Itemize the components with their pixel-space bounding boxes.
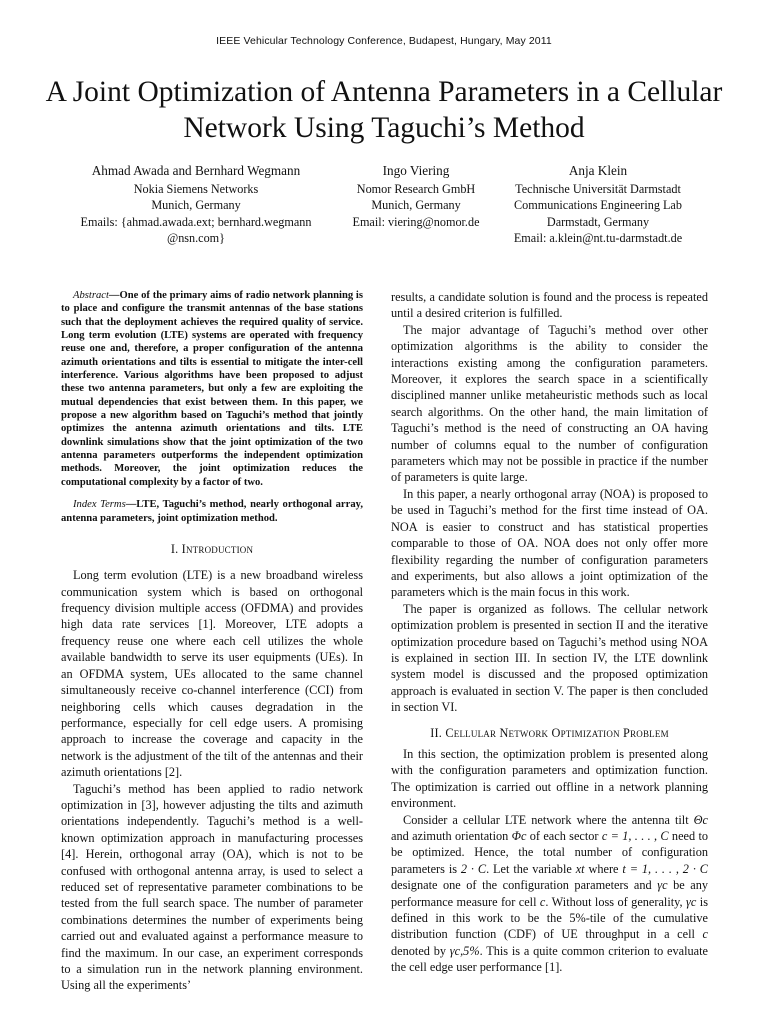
text-run: . This is a quite common criterion to evaluate the cell edge user performance [1]. [391,943,708,975]
right-column [391,289,708,976]
author-email: Email: a.klein@nt.tu-darmstadt.de [513,231,683,246]
paragraph-with-math [391,812,708,976]
paragraph: The paper is organized as follows. The cellular network optimization problem is presented in section II and the iterative optimization procedure based on Taguchi’s method using NOA is explained in section III. In section IV, the LTE downlink system model is discussed and the proposed optimization approach is evaluated in section V. The paper is then concluded in section VI. [391,601,708,715]
author-affiliation: Nokia Siemens Networks [133,181,259,196]
math-gamma-5: γc,5% [449,943,480,958]
text-run: need to be optimized. Hence, the total number of configuration parameters is [391,829,709,876]
paragraph: Long term evolution (LTE) is a new broadband wireless communication system which is based on orthogonal frequency division multiple access (OFDMA) and provides high data rate services [1]. Moreover, LTE adopts a frequency reuse one where each cell utilizes the whole available bandwidth to serve its user equipments (UEs). In an OFDMA system, UEs allocated to the same channel simultaneously receive co-channel interference (CCI) from neighboring cells which causes degradation in the performance, especially for cell edge users. A promising approach to increase the coverage and capacity in the network is the adjustment of the tilt of the antennas and their azimuth orientations [2]. [61,568,363,780]
math-index-range: t = 1, . . . , 2 · C [622,861,708,876]
math-gamma: γc [686,894,697,909]
author-email-domain: @nsn.com} [166,231,226,246]
author-2 [332,163,500,230]
paper-title: A Joint Optimization of Antenna Parameters in a Cellular Network Using Taguchi’s Method [45,76,723,144]
math-param-count: 2 · C [460,861,487,876]
section-title: Cellular Network Optimization Problem [445,725,669,740]
index-terms [61,498,363,525]
math-percent: 5% [569,911,586,926]
author-1 [60,163,332,247]
math-sector-range: c = 1, . . . , C [601,829,669,843]
section-number: I. [170,541,179,556]
paragraph-continuation: results, a candidate solution is found and the process is repeated until a desired criterion is fulfilled. [391,290,708,321]
paragraph: In this section, the optimization problem is presented along with the configuration parameters and optimization function. The optimization is carried out offline in a network planning environment. [391,746,708,811]
author-name: Anja Klein [568,163,628,178]
index-terms-text: —LTE, Taguchi’s method, nearly orthogonal array, antenna parameters, joint optimization method. [61,499,363,524]
author-3 [496,163,700,247]
math-cell: c [539,894,546,909]
section-heading-problem [391,725,708,741]
text-run: designate one of the configuration parameters and [391,878,658,893]
conference-header: IEEE Vehicular Technology Conference, Budapest, Hungary, May 2011 [216,35,552,47]
paragraph: In this paper, a nearly orthogonal array (NOA) is proposed to be used in Taguchi’s method for the first time instead of OA. NOA is easier to construct and has statistical properties comparable to those of OA. NOA does not only offer more flexibility regarding the number of configuration parameters and experiments, but also allows a joint optimization of the parameters which is the main focus in this work. [391,486,708,600]
author-email: Email: viering@nomor.de [352,214,480,229]
author-location: Munich, Germany [151,198,241,213]
text-run: and azimuth orientation [391,829,512,843]
abstract [61,289,363,489]
author-affiliation-lab: Communications Engineering Lab [514,198,682,213]
section-heading-introduction [61,541,363,557]
text-run: . Let the variable [486,861,576,876]
math-azimuth: Φc [511,829,527,843]
author-name: Ahmad Awada and Bernhard Wegmann [91,163,301,178]
math-gamma: γc [657,878,668,893]
text-run: of each sector [526,829,602,843]
text-run: -tile of the cumulative distribution function (CDF) of UE throughput in a cell [391,911,708,942]
math-variable: xt [575,861,585,876]
author-location: Munich, Germany [371,198,461,213]
abstract-text: —One of the primary aims of radio network planning is to place and configure the transmit antennas of the base stations such that the deployment achieves the required quality of service. Long term evolution (LTE) systems are operated with frequency reuse one and, therefore, a proper configuration of the antenna azimuth orientations and tilts is essential to mitigate the inter-cell interference. Various algorithms have been proposed to adjust these two antenna parameters, but only a few are exploiting the mutual dependencies that exist between them. In this paper, we propose a new algorithm based on Taguchi’s method that jointly optimizes the antenna azimuth orientations and tilts. LTE downlink simulations show that the joint optimization of the two antenna parameters outperforms the independent optimization methods. Moreover, the joint optimization reduces the computational complexity by a factor of two. [61,290,363,488]
author-affiliation: Technische Universität Darmstadt [515,181,681,196]
paragraph: Taguchi’s method has been applied to radio network optimization in [3], however adjusting the tilts and azimuth orientations independently. Taguchi’s method is a well-known optimization approach in manufacturing processes [4]. Herein, orthogonal array (OA), which is not to be confused with orthogonal antenna array, is used to select a reduced set of representative parameter combinations to be tested from the full search space. The number of parameter combinations determines the number of experiments being carried out and evaluated against a performance measure to find the maximum. In our case, an experiment corresponds to a simulation run in the network planning environment. Using all the experiments’ [61,781,363,993]
author-affiliation: Nomor Research GmbH [356,181,476,196]
section-title: Introduction [181,541,254,556]
author-location: Darmstadt, Germany [546,214,650,229]
text-run: is defined in this work to be the [391,894,708,926]
abstract-label: Abstract [73,290,109,301]
text-run: denoted by [391,943,450,958]
paragraph: The major advantage of Taguchi’s method over other optimization algorithms is the ability to consider the interactions existing among the configuration parameters. Moreover, it explores the search space in a scientifically disciplined manner unlike metaheuristic methods such as local search algorithms. On the other hand, the main limitation of Taguchi’s method is the need of constructing an OA having number of columns equal to the number of configuration parameters which may not be possible in practice if the number of parameters is quite large. [391,322,708,485]
author-email: Emails: {ahmad.awada.ext; bernhard.wegmann [80,214,312,229]
index-terms-label: Index Terms [73,499,126,511]
text-run: Consider a cellular LTE network where the antenna tilt [403,812,694,827]
left-column [61,289,363,994]
text-run: where [584,861,623,876]
text-run: be any performance measure for cell [391,878,709,909]
math-tilt: Θc [693,812,708,827]
author-name: Ingo Viering [382,163,450,178]
text-run: . Without loss of generality, [545,894,687,909]
section-number: II. [430,725,443,740]
math-cell: c [702,927,708,942]
